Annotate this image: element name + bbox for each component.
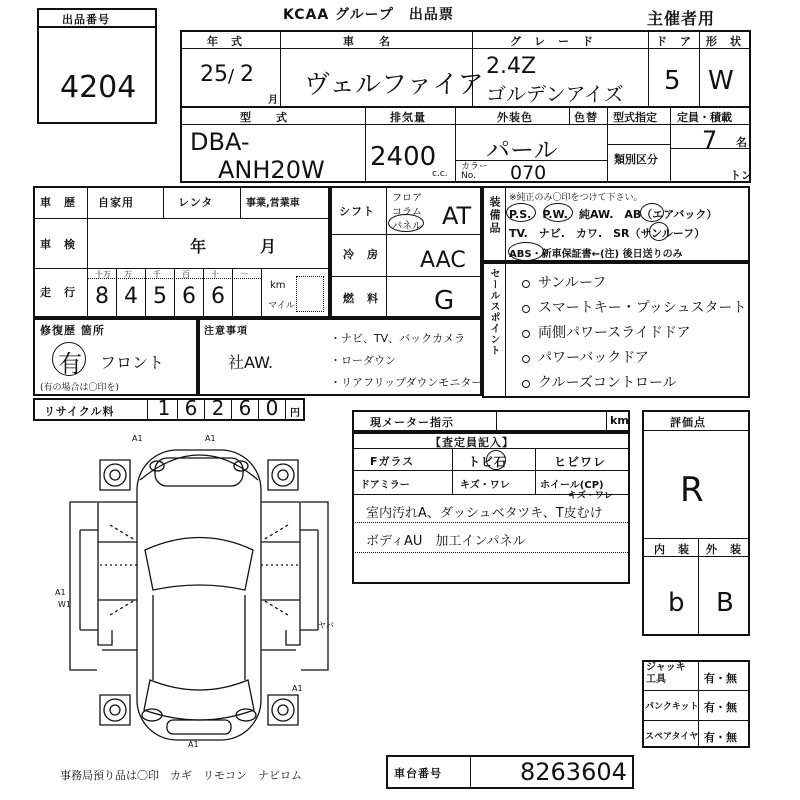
mileage-cell-divider xyxy=(174,268,175,318)
fuel-label: 燃 料 xyxy=(343,292,379,305)
sales-point-item: スマートキー・プッシュスタート xyxy=(538,300,747,316)
sales-points-label: セールスポイント xyxy=(488,268,499,356)
sales-point-bullet xyxy=(522,380,530,388)
form-title: KCAA グループ 出品票 xyxy=(283,7,454,23)
mileage-unit-label: 一 xyxy=(240,270,248,279)
mileage-mile: マイル xyxy=(268,301,295,311)
mark-a1-top-right: A1 xyxy=(205,434,216,443)
spare-label: スペアタイヤ xyxy=(645,732,699,742)
mileage-cell-divider xyxy=(116,268,117,318)
mileage-cell-divider xyxy=(261,268,262,318)
organizer-label: 主催者用 xyxy=(647,9,716,28)
shift-option: フロア xyxy=(392,193,422,204)
month-value: 2 xyxy=(240,62,254,87)
equipment-label: 装備品 xyxy=(488,196,501,235)
grade-value-2: ゴルデンアイズ xyxy=(486,82,624,106)
rating-value: R xyxy=(680,470,704,510)
displacement-value: 2400 xyxy=(370,142,437,172)
recycle-digit: 2 xyxy=(211,396,225,420)
shape-label: 形 状 xyxy=(706,35,742,48)
mileage-unit-label: 十 xyxy=(211,270,219,279)
shape-value: W xyxy=(708,66,734,96)
mark-a1-bottom: A1 xyxy=(188,740,199,749)
sales-point-item: 両側パワースライドドア xyxy=(538,325,691,341)
exterior-value: B xyxy=(716,588,734,618)
mileage-unit-label: 千 xyxy=(153,270,161,279)
mark-a1-right-bottom: A1 xyxy=(292,684,303,693)
repair-note: (有の場合は〇印を) xyxy=(40,383,120,393)
car-damage-diagram xyxy=(40,430,350,760)
history-business: 事業,営業車 xyxy=(246,198,300,209)
equipment-line-1: P.S. P.W. 純AW. AB（エアバック） xyxy=(509,208,718,221)
exterior-label: 外 装 xyxy=(706,543,742,556)
recycle-label: リサイクル料 xyxy=(44,405,115,418)
wheel-value: キズ・ワレ xyxy=(568,491,613,501)
mileage-unit-label: 十万 xyxy=(95,270,111,279)
recycle-cell-divider xyxy=(177,398,178,421)
chassis-label: 車台番号 xyxy=(394,767,442,780)
recycle-digit: 1 xyxy=(157,396,171,420)
chassis-value: 8263604 xyxy=(520,758,627,786)
capacity-unit: 名 xyxy=(736,136,747,149)
recycle-digit: 0 xyxy=(265,396,279,420)
model-label: 型 式 xyxy=(240,111,288,124)
year-value: 25 xyxy=(200,62,228,87)
equipment-line-3: ABS・新車保証書←(注) 後日送りのみ xyxy=(509,249,683,260)
sales-point-item: サンルーフ xyxy=(538,275,607,291)
type-designation-label: 型式指定 xyxy=(613,111,657,124)
lot-number: 4204 xyxy=(60,70,137,105)
sales-point-item: クルーズコントロール xyxy=(538,375,677,391)
mileage-km: km xyxy=(270,280,286,291)
mark-a1-top-left: A1 xyxy=(132,434,143,443)
door-mirror-value: キズ・ワレ xyxy=(460,480,510,491)
mark-a1-left: A1 xyxy=(55,588,66,597)
shift-label: シフト xyxy=(339,205,375,218)
meter-unit: km xyxy=(610,414,629,427)
capacity-label: 定員・積載 xyxy=(677,111,732,124)
sales-point-bullet xyxy=(522,280,530,288)
lot-label: 出品番号 xyxy=(62,13,110,26)
recycle-cell-divider xyxy=(204,398,205,421)
meter-label: 現メーター指示 xyxy=(370,416,454,429)
equipment-line-2: TV. ナビ. カワ. SR（サンルーフ） xyxy=(509,227,706,240)
mileage-digit: 4 xyxy=(124,284,138,309)
door-value: 5 xyxy=(664,66,681,96)
sales-point-bullet xyxy=(522,305,530,313)
shift-option-circle xyxy=(388,214,424,232)
door-mirror-label: ドアミラー xyxy=(360,480,410,491)
color-value: パール xyxy=(486,136,558,164)
load-unit: トン xyxy=(730,169,752,182)
interior-value: b xyxy=(668,588,685,618)
mileage-cell-divider xyxy=(203,268,204,318)
jack-option: 有・無 xyxy=(704,672,737,685)
mileage-digit: 5 xyxy=(153,284,167,309)
door-label: ド ア xyxy=(656,35,692,48)
sales-point-item: パワーバックドア xyxy=(538,350,649,366)
history-rental: レンタ xyxy=(178,196,214,209)
note-item: ・ナビ、TV、バックカメラ xyxy=(330,332,466,345)
mileage-digit: 6 xyxy=(182,284,196,309)
name-label: 車 名 xyxy=(343,35,391,48)
color-no-label: カラーNo. xyxy=(461,162,489,181)
mileage-digit: 8 xyxy=(95,284,109,309)
recycle-digit: 6 xyxy=(184,396,198,420)
inspector-comment-2: ボディAU 加工インパネル xyxy=(366,534,526,549)
color-swap-label: 色替 xyxy=(574,111,598,124)
mileage-unit-label: 百 xyxy=(182,270,190,279)
wheel-label: ホイール(CP) xyxy=(540,480,604,491)
sales-point-bullet xyxy=(522,355,530,363)
spare-option: 有・無 xyxy=(704,731,737,744)
office-note: 事務局預り品は〇印 カギ リモコン ナビロム xyxy=(60,769,302,782)
capacity-value: 7 xyxy=(702,126,718,154)
history-label: 車 歴 xyxy=(40,196,76,209)
puncture-label: パンクキット xyxy=(645,702,699,712)
inspector-comment-1: 室内汚れA、ダッシュベタツキ、T皮むけ xyxy=(366,506,603,521)
year-label: 年 式 xyxy=(207,35,243,48)
displacement-label: 排気量 xyxy=(390,111,426,124)
inspection-month: 月 xyxy=(260,237,278,256)
color-label: 外装色 xyxy=(497,111,533,124)
class-label: 類別区分 xyxy=(614,153,658,166)
puncture-option: 有・無 xyxy=(704,701,737,714)
windshield-label: Fガラス xyxy=(370,455,415,468)
displacement-unit: c.c. xyxy=(432,169,448,179)
recycle-cell-divider xyxy=(231,398,232,421)
inspector-label: 【査定員記入】 xyxy=(430,436,514,449)
notes-label: 注意事項 xyxy=(204,326,248,337)
history-private: 自家用 xyxy=(98,196,134,209)
crack-label: ヒビワレ xyxy=(554,455,607,469)
mileage-cell-divider xyxy=(232,268,233,318)
mileage-digit: 6 xyxy=(211,284,225,309)
notes-value-1: 社AW. xyxy=(228,353,274,372)
note-item: ・ローダウン xyxy=(330,354,396,367)
model-value-1: DBA- xyxy=(190,128,250,156)
chip-label: トビ石 xyxy=(468,455,508,469)
grade-value-1: 2.4Z xyxy=(486,54,537,79)
car-name-value: ヴェルファイア xyxy=(304,70,484,100)
interior-label: 内 装 xyxy=(654,543,690,556)
mileage-cell-divider xyxy=(145,268,146,318)
grade-label: グ レ ー ド xyxy=(510,35,594,48)
recycle-cell-divider xyxy=(285,398,286,421)
recycle-digit: 6 xyxy=(238,396,252,420)
year-unit: 月 xyxy=(268,95,278,106)
recycle-unit: 円 xyxy=(290,408,300,419)
rating-label: 評価点 xyxy=(670,416,706,429)
ac-label: 冷 房 xyxy=(343,248,379,261)
repair-value: 有 xyxy=(58,350,82,378)
mileage-unit-row xyxy=(87,278,261,279)
mark-w1-left: W1 xyxy=(58,600,71,609)
jack-label: ジャッキ工具 xyxy=(646,662,686,685)
sales-point-bullet xyxy=(522,330,530,338)
color-no-value: 070 xyxy=(510,162,547,184)
repair-location: フロント xyxy=(100,353,165,372)
shift-value: AT xyxy=(442,202,472,230)
model-value-2: ANH20W xyxy=(218,156,325,184)
mileage-label: 走 行 xyxy=(40,286,76,299)
equipment-note: ※純正のみ〇印をつけて下さい。 xyxy=(509,193,643,203)
inspection-label: 車 検 xyxy=(40,238,76,251)
repair-label: 修復歴 箇所 xyxy=(40,324,105,337)
mileage-unit-label: 万 xyxy=(124,270,132,279)
note-item: ・リアフリップダウンモニター xyxy=(330,376,483,389)
mark-yu-right: ヤパ xyxy=(318,621,334,630)
inspection-year: 年 xyxy=(190,237,208,256)
shift-option: パネル xyxy=(392,221,422,232)
ac-value: AAC xyxy=(420,248,466,273)
fuel-value: G xyxy=(434,286,455,316)
shift-option: コラム xyxy=(392,207,422,218)
recycle-cell-divider xyxy=(258,398,259,421)
